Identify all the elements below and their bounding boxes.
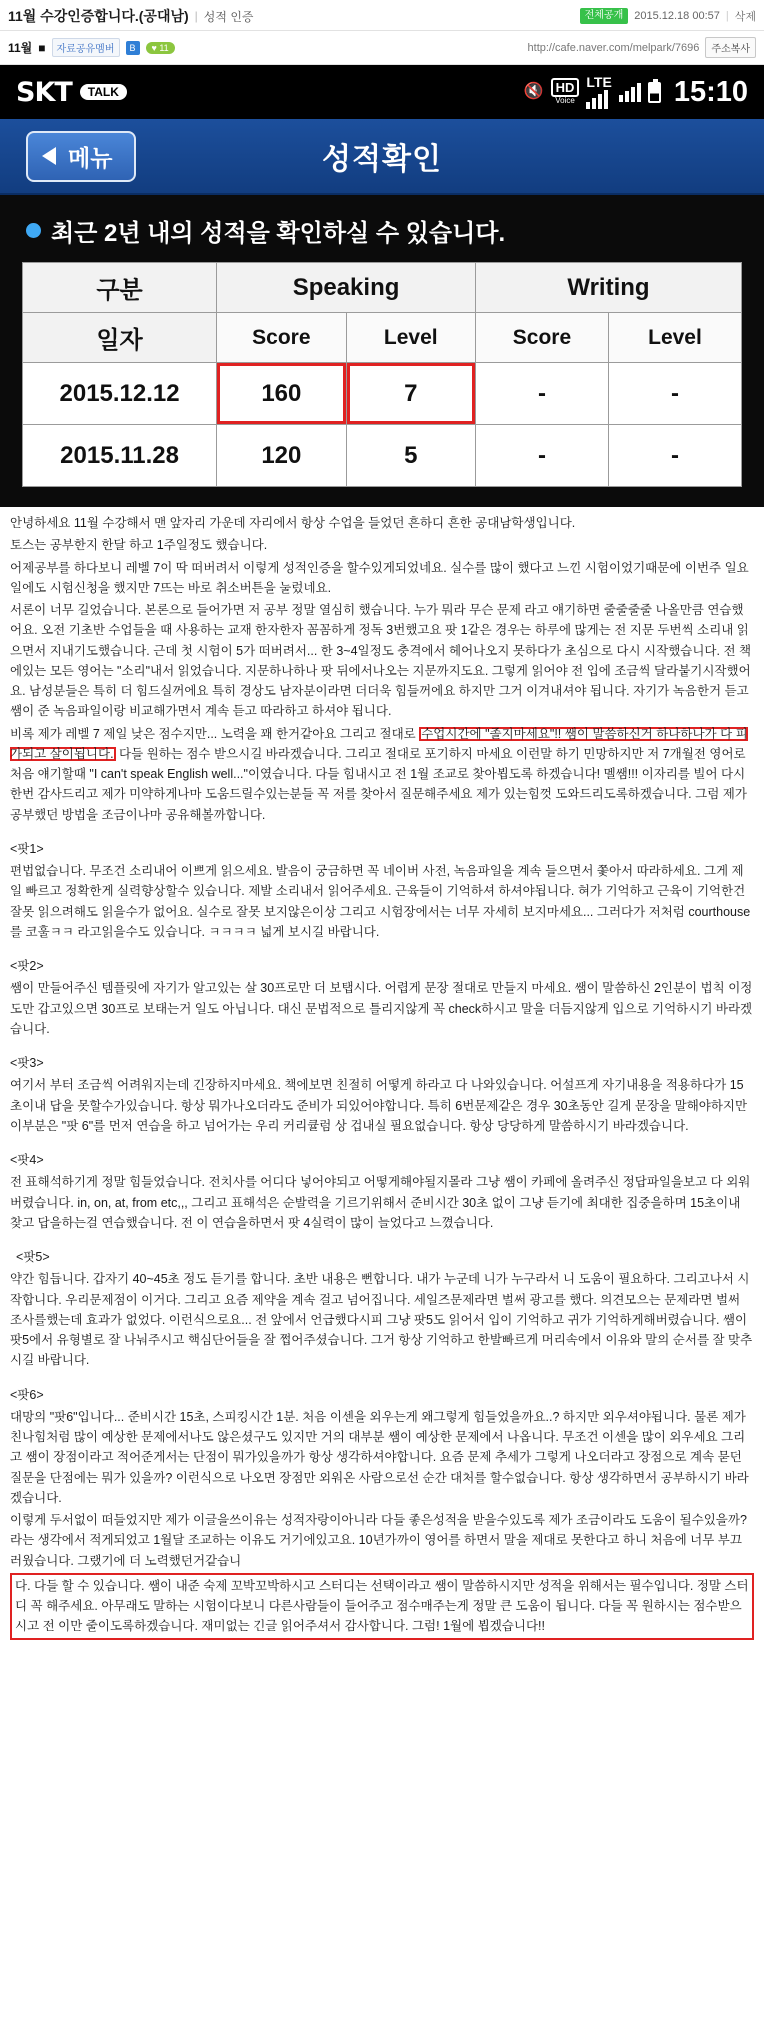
col-header-speaking-score: Score bbox=[217, 313, 346, 363]
cell-date: 2015.12.12 bbox=[23, 363, 217, 425]
board-name[interactable]: 성적 인증 bbox=[203, 9, 254, 24]
post-url[interactable]: http://cafe.naver.com/melpark/7696 bbox=[527, 41, 700, 54]
phone-screenshot bbox=[0, 65, 764, 507]
mute-icon: 🔇 bbox=[523, 83, 544, 100]
author-name-masked: ■ bbox=[38, 40, 46, 55]
section-body: 편법없습니다. 무조건 소리내어 이쁘게 읽으세요. 발음이 궁금하면 꼭 네이버 사전, 녹음파일을 계속 들으면서 쫓아서 따라하세요. 그게 제일 빠르고 정확한게 실력향상할수 있습니다. 제발 소리내서 읽어주세요. 근육들이 기억하셔 하셔야됩니다. 혀가 기억하고 근육이 기억한건 잘못 읽으려해도 읽을수가 없어요. 실수로 잘못 보지않은이상 그리고 시험장에서는 너무 자세히 보지마세요... 그러다가 저처럼 courthouse를 코훌ㅋㅋ 라고읽을수도 있습니다. ㅋㅋㅋㅋ 넓게 보시길 바랍니다. bbox=[10, 864, 751, 939]
signal-strength-icon bbox=[619, 82, 641, 102]
author-grade-label: 자료공유멤버 bbox=[52, 38, 120, 57]
battery-icon bbox=[648, 82, 661, 103]
carrier-label: SKT bbox=[16, 76, 72, 108]
signal-bars-icon bbox=[586, 89, 611, 109]
clock-label: 15:10 bbox=[673, 75, 748, 108]
section-heading: <팟4> bbox=[10, 1153, 44, 1167]
text-after-highlight: 다들 원하는 점수 받으시길 바라겠습니다. 그리고 절대로 포기하지 마세요 이런말 하기 민망하지만 저 7개월전 영어로 처음 얘기할때 "I can't speak English well..."이였습니다. 다들 힘내시고 전 1월 조교로 찾아뵙도록 하겠습니다! 멜쌤!!! 이자리를 빌어 다시한번 감사드리고 제가 미약하게나마 도움드릴수있는분들 꼭 저를 찾아서 질문해주세요 제가 있는힘껏 도와드리도록하겠습니다. 그럼 제가 공부했던 방법을 조금이나마 공유해볼까합니다. bbox=[10, 746, 747, 822]
bullet-dot-icon bbox=[26, 223, 41, 238]
cell-speaking-score: 160 bbox=[217, 363, 346, 425]
col-header-speaking: Speaking bbox=[217, 263, 476, 313]
post-body bbox=[0, 65, 764, 1656]
section-heading: <팟6> bbox=[10, 1387, 44, 1402]
delete-button[interactable]: 삭제 bbox=[734, 11, 756, 23]
text-before-highlight: 비록 제가 레벨 7 제일 낮은 점수지만... 노력을 꽤 한거같아요 그리고 절대로 bbox=[10, 726, 416, 741]
section-heading: <팟3> bbox=[10, 1056, 44, 1070]
table-row bbox=[23, 425, 742, 487]
col-header-category: 구분 bbox=[23, 263, 217, 313]
status-badge: 전체공개 bbox=[580, 8, 629, 24]
cell-writing-score: - bbox=[475, 363, 608, 425]
col-header-writing-level: Level bbox=[608, 313, 741, 363]
table-subheader-row bbox=[23, 313, 742, 363]
talk-badge: TALK bbox=[80, 84, 127, 100]
like-count-badge[interactable]: ♥ 11 bbox=[146, 42, 175, 54]
notice-line bbox=[0, 195, 764, 262]
cell-speaking-score: 120 bbox=[217, 425, 346, 487]
paragraph-with-highlight bbox=[10, 724, 754, 825]
author-row bbox=[0, 31, 764, 65]
table-header-group-row bbox=[23, 263, 742, 313]
cell-writing-level: - bbox=[608, 363, 741, 425]
article-text bbox=[0, 507, 764, 1656]
cell-date: 2015.11.28 bbox=[23, 425, 217, 487]
hd-voice-icon bbox=[551, 78, 580, 105]
paragraph: 어제공부를 하다보니 레벨 7이 딱 떠버려서 이렇게 성적인증을 할수있게되었네요. 실수를 많이 했다고 느낀 시험이었기때문에 이번주 일요일에도 시험신청을 했지만 7뜨는 바로 취소버튼을 눌렀네요. bbox=[10, 560, 749, 595]
page-title: 11월 수강인증합니다.(공대남) bbox=[8, 8, 189, 24]
col-header-speaking-level: Level bbox=[346, 313, 475, 363]
post-date: 2015.12.18 00:57 bbox=[634, 10, 720, 22]
section-heading: <팟1> bbox=[10, 841, 44, 856]
table-row bbox=[23, 363, 742, 425]
cell-speaking-level: 5 bbox=[346, 425, 475, 487]
col-header-writing-score: Score bbox=[475, 313, 608, 363]
phone-status-bar bbox=[0, 65, 764, 119]
post-url-area bbox=[528, 37, 756, 58]
copy-url-button[interactable]: 주소복사 bbox=[705, 37, 756, 58]
paragraph: 안녕하세요 11월 수강해서 맨 앞자리 가운데 자리에서 항상 수업을 들었던 흔하디 흔한 공대남학생입니다. bbox=[10, 516, 576, 530]
closing-highlighted: 다. 다들 할 수 있습니다. 쌤이 내준 숙제 꼬박꼬박하시고 스터디는 선택이라고 쌤이 말씀하시지만 성적을 위해서는 필수입니다. 정말 스터디 꼭 해주세요. 아무래도 말하는 시험이다보니 다른사람들이 들어주고 점수매주는게 정말 큰 도움이 됩니다. 다들 꼭 원하시는 점수받으시고 전 이만 줄이도록하겠습니다. 재미없는 긴글 읽어주셔서 감사합니다. 그럼! 1월에 뵙겠습니다!! bbox=[10, 1573, 754, 1640]
grade-table bbox=[22, 262, 742, 487]
app-title: 성적확인 bbox=[322, 143, 442, 176]
col-header-writing: Writing bbox=[475, 263, 741, 313]
meta-separator: | bbox=[725, 10, 729, 22]
section-body: 약간 힘듭니다. 갑자기 40~45초 정도 듣기를 합니다. 초반 내용은 뻔합니다. 내가 누군데 니가 누구라서 니 도움이 필요하다. 그리고나서 시작합니다. 우리문제점이 이거다. 그리고 요즘 제약을 계속 걸고 넘어집니다. 세일즈문제라면 벌써 광고를 했다. 의견모으는 문제라면 벌써 조사를했는데 효과가 없었다. 이런식으로요... 전 앞에서 언급했다시피 그냥 팟5도 읽어서 입이 기억하고 귀가 기억하게해버렸습니다. 쌤이 팟5에서 유형별로 잘 나눠주시고 핵심단어들을 잘 쩝어주셨습니다. 그거 항상 기억하고 한발빠르게 머리속에서 이유와 말의 순서를 잘 맞추시길 바랍니다. bbox=[10, 1272, 753, 1368]
section-heading: <팟2> bbox=[10, 959, 44, 973]
section-heading: <팟5> bbox=[16, 1250, 50, 1264]
section-body: 대망의 "팟6"입니다... 준비시간 15초, 스피킹시간 1분. 처음 이센을 외우는게 왜그렇게 힘들었을까요..? 하지만 외우셔야됩니다. 물론 제가 친나힘처럼 많이 예상한 문제에서나도 않은셨구도 있지만 거의 대부분 쌤이 예상한 문제에서 나옵니다. 무조건 이센을 많이 외우세요 그리고 쌤이 장점이라고 적어준게서는 단점이 뭐가있을까가 항상 생각하셔야합니다. 요즘 문제 추세가 그렇게 나오더라고 장점으로 계속 묻던 질문을 단점에는 뭐가 있을까? 이런식으로 나오면 장점만 외워온 사람으로선 순간 대처를 할수없습니다. 항상 생각하면서 공부하시기 바라겠습니다. bbox=[10, 1409, 749, 1505]
col-header-date: 일자 bbox=[23, 313, 217, 363]
app-bar bbox=[0, 119, 764, 195]
section-body: 쌤이 만들어주신 템플릿에 자기가 알고있는 살 30프로만 더 보탭시다. 어렵게 문장 절대로 만들지 마세요. 쌤이 말씀하신 2인분이 법칙 이정도만 갑고있으면 30프로 보태는거 일도 아닙니다. 대신 문법적으로 틀리지않게 꼭 check하시고 말을 더듬지않게 입으로 기억하시기 바라겠습니다. bbox=[10, 981, 753, 1036]
grade-table-wrapper bbox=[0, 262, 764, 501]
blog-icon[interactable]: B bbox=[126, 41, 140, 55]
closing-paragraph: 이렇게 두서없이 떠들었지만 제가 이글을쓰이유는 성적자랑이아니라 다들 좋은성적을 받을수있도록 제가 조금이라도 도움이 될수있을까? 라는 생각에서 적게되었고 1월달 조교하는 이유도 거기에있고요. 10년가까이 영어를 하면서 말을 제대로 못한다고 하니 처음에 너무 부끄러웠습니다. 그랬기에 더 노력했던거같습니 bbox=[10, 1513, 747, 1568]
notice-text: 최근 2년 내의 성적을 확인하실 수 있습니다. bbox=[51, 220, 506, 247]
lte-label: LTE bbox=[586, 73, 612, 90]
paragraph: 서론이 너무 길었습니다. 본론으로 들어가면 저 공부 정말 열심히 했습니다. 누가 뭐라 무슨 문제 라고 얘기하면 줄줄줄줄 나올만큼 연습했어요. 오전 기초반 수업들을 때 사용하는 교재 한자한자 꼼꼼하게 정독 3번했고요 팟 1같은 경우는 하루에 많게는 전 지문 두번씩 소리내 읽으면서 지내기도했습니다. 근데 첫 시험이 5가 떠버려서... 한 3~4일정도 충격에서 헤어나오지 못하다가 초심으로 다시 시작했습니다. 전 책에있는 모든 영어는 "소리"내서 읽었습니다. 지문하나하나 팟 뒤에서나오는 지문까지도요. 그렇게 읽어야 전 입에 조금씩 달라붙기시작했어요. 남성분들은 특히 더 힘드실꺼에요 특히 경상도 남자분이라면 더더욱 힘들꺼에요 하지만 그거 이겨내셔야 됩니다. 자기가 녹음한거 듣고 쌤이 준 녹음파일이랑 비교해가면서 계속 듣고 따라하고 하셔야 됩니다. bbox=[10, 603, 752, 719]
paragraph: 토스는 공부한지 한달 하고 1주일정도 했습니다. bbox=[10, 538, 268, 553]
status-icons bbox=[524, 75, 748, 110]
lte-icon bbox=[586, 75, 611, 110]
highlighted-text: 수업시간에 "졸지마세요"!! 쌤이 말씀하신거 하나하나가 다 피가되고 살이됩니다. bbox=[10, 726, 748, 761]
cell-writing-score: - bbox=[475, 425, 608, 487]
post-header bbox=[0, 0, 764, 31]
cell-speaking-level: 7 bbox=[346, 363, 475, 425]
section-body: 여기서 부터 조금씩 어려워지는데 긴장하지마세요. 책에보면 친절히 어떻게 하라고 다 나와있습니다. 어설프게 자기내용을 적용하다가 15초이내 답을 못할수가있습니다. 항상 뭐가나오더라도 준비가 되있어야합니다. 특히 6번문제같은 경우 30초동안 길게 문장을 말해야하지만 이부분은 "팟 6"를 먼저 연습을 하고 넘어가는 우리 커리큘럼 상 겁내실 필요없습니다. 항상 당당하게 말씀하시기 바라겠습니다. bbox=[10, 1078, 748, 1133]
voice-label: Voice bbox=[555, 96, 575, 106]
hd-label: HD bbox=[551, 78, 580, 97]
menu-button[interactable]: 메뉴 bbox=[26, 131, 136, 182]
post-meta bbox=[580, 8, 756, 24]
author-name[interactable]: 11월 bbox=[8, 41, 33, 55]
section-body: 전 표해석하기게 정말 힘들었습니다. 전치사를 어디다 넣어야되고 어떻게해야될지몰라 그냥 쌤이 카페에 올려주신 정답파일을보고 다 외워버렸습니다. in, on, at, from etc,,, 그리고 표해석은 순발력을 기르기위해서 준비시간 30초 없이 그냥 듣기에 최대한 집중을하며 15초이내 찾고 답을하는걸 연습했습니다. 전 이 연습을하면서 팟 4실력이 많이 늘었다고 느꼈습니다. bbox=[10, 1175, 751, 1230]
cell-writing-level: - bbox=[608, 425, 741, 487]
title-separator: | bbox=[194, 9, 198, 23]
